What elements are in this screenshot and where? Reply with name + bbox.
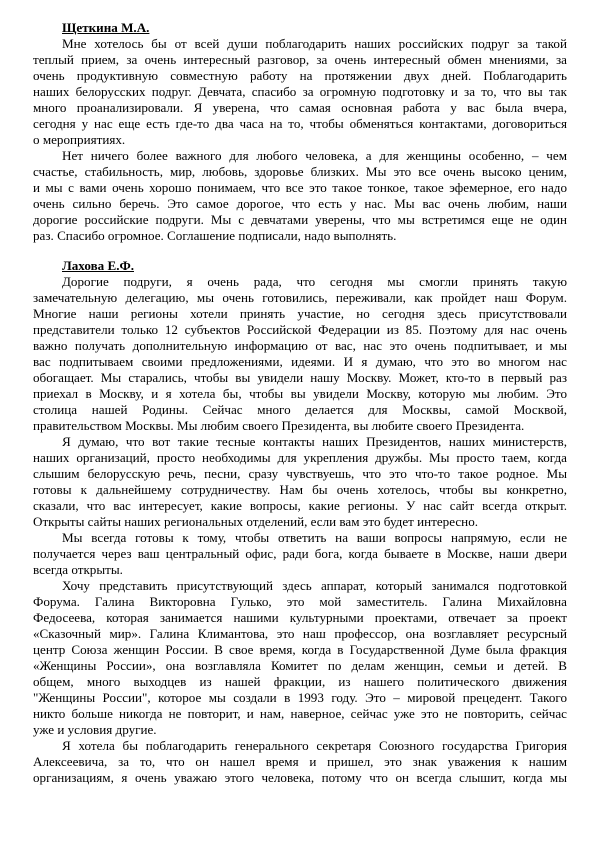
- text-line: вас подпитываем своими предложениями, идеями. И я думаю, что это во многом нас: [33, 354, 567, 369]
- text-line: столица нашей Родины. Сейчас много делается для Москвы, самой Москвой,: [33, 402, 567, 417]
- text-line: и мы с вами очень хорошо понимаем, что все это такое тонкое, такое эфемерное, его надо: [33, 180, 567, 195]
- text-line: сказали, что вас интересует, какие вопросы, какие регионы. У нас сайт всегда открыт.: [33, 498, 567, 513]
- speaker-name: Щеткина М.А.: [62, 20, 150, 35]
- text-line: о мероприятиях.: [33, 132, 126, 147]
- speaker-name: Лахова Е.Ф.: [62, 258, 134, 273]
- text-line: Хочу представить присутствующий здесь аппарат, который занимался подготовкой: [62, 578, 567, 593]
- text-line: Мне хотелось бы от всей души поблагодарить наших российских подруг за такой: [62, 36, 567, 51]
- text-line: Алексеевича, за то, что он нашел время и пришел, это знак уважения к нашим: [33, 754, 567, 769]
- text-line: всегда открыты.: [33, 562, 123, 577]
- text-line: центр Союза женщин России. В свое время, когда в Государственной Думе была фракция: [33, 642, 567, 657]
- text-line: "Женщины России", которое мы создали в 1993 году. Это – мировой прецедент. Такого: [33, 690, 567, 705]
- text-line: общем, много выходцев из нашей фракции, из нашего политического движения: [33, 674, 567, 689]
- text-line: правительством Москвы. Мы любим своего Президента, вы любите своего Президента.: [33, 418, 525, 433]
- text-line: наших белорусских подруг. Девчата, спасибо за огромную подготовку и за то, что вы так: [33, 84, 567, 99]
- text-line: Открыты сайты наших региональных отделений, если вам это будет интересно.: [33, 514, 479, 529]
- speech-block: [33, 274, 567, 786]
- text-line: слышим белорусскую речь, песни, сразу чувствуешь, что это что-то такое родное. Мы: [33, 466, 567, 481]
- text-line: получается через ваш центральный офис, ради бога, когда бываете в Москве, наши двери: [33, 546, 567, 561]
- text-line: Мы всегда готовы к тому, чтобы ответить на ваши вопросы напрямую, если не: [62, 530, 567, 545]
- text-line: много проанализировали. Я уверена, что самая основная работа у вас была вчера,: [33, 100, 567, 115]
- text-line: организациям, я очень уважаю этого человека, потому что он всегда слышит, когда мы: [33, 770, 567, 785]
- text-line: счастье, стабильность, мир, любовь, здоровье близких. Мы это все очень высоко ценим,: [33, 164, 567, 179]
- document-page: [33, 20, 567, 786]
- text-line: очень продуктивную совместную работу на протяжении двух дней. Поблагодарить: [33, 68, 567, 83]
- text-line: «Женщины России», она возглавляла Комитет по делам женщин, семьи и детей. В: [33, 658, 567, 673]
- text-line: раз. Спасибо огромное. Соглашение подписали, надо выполнять.: [33, 228, 397, 243]
- text-line: Я хотела бы поблагодарить генерального секретаря Союзного государства Григория: [62, 738, 567, 753]
- text-line: важно получать дополнительную информацию от вас, нас это очень подпитывает, и мы: [33, 338, 567, 353]
- text-line: Федосеева, которая занимается нашими культурными проектами, отвечает за проект: [33, 610, 567, 625]
- text-line: «Сказочный мир». Галина Климантова, это наш профессор, она возглавляет ресурсный: [33, 626, 567, 641]
- text-line: приехал в Москву, и я хотела бы, чтобы вы увидели Москву, которую мы любим. Это: [33, 386, 567, 401]
- text-line: никто больше никогда не повторит, и нам, наверное, сейчас уже это не повторить, сейчас: [33, 706, 567, 721]
- text-line: уже и условия другие.: [33, 722, 157, 737]
- text-line: обогащает. Мы старались, чтобы вы увидели нашу Москву. Может, кто-то в первый раз: [33, 370, 567, 385]
- text-line: Многие наши регионы хотели принять участие, но сегодня здесь присутствовали: [33, 306, 567, 321]
- text-line: замечательную делегацию, мы очень готовились, переживали, как пройдет наш Форум.: [33, 290, 567, 305]
- text-line: сегодня у нас еще есть где-то два часа на то, чтобы обменяться контактами, договориться: [33, 116, 567, 131]
- text-line: Дорогие подруги, я очень рада, что сегодня мы смогли принять такую: [62, 274, 567, 289]
- text-line: очень сильно беречь. Это самое дорогое, что есть у нас. Мы вас очень любим, наши: [33, 196, 567, 211]
- text-line: теплый прием, за очень интересный разговор, за очень интересный обмен мнениями, за: [33, 52, 567, 67]
- text-line: Я думаю, что вот такие тесные контакты наших Президентов, наших министерств,: [62, 434, 567, 449]
- text-line: Форума. Галина Викторовна Гулько, это мой заместитель. Галина Михайловна: [33, 594, 567, 609]
- text-line: наших организаций, просто необходимы для укрепления дружбы. Мы просто таем, когда: [33, 450, 567, 465]
- text-line: Нет ничего более важного для любого человека, а для женщины особенно, – чем: [62, 148, 567, 163]
- speech-block: [33, 36, 567, 244]
- text-line: готовы к дальнейшему сотрудничеству. Нам бы очень хотелось, чтобы вы конкретно,: [33, 482, 567, 497]
- text-line: дорогие российские подруги. Мы с девчатами уверены, что мы встретимся еще не один: [33, 212, 567, 227]
- text-line: представители только 12 субъектов Российской Федерации из 85. Поэтому для нас очень: [33, 322, 567, 337]
